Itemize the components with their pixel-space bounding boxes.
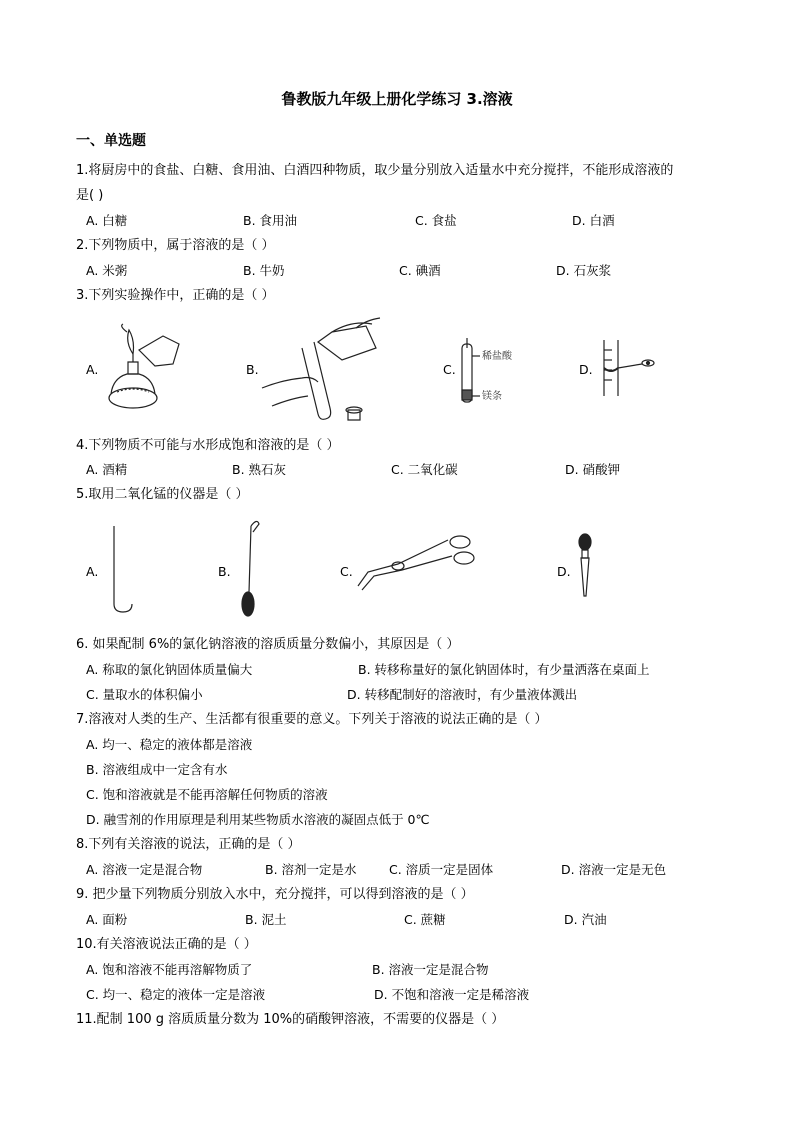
q6-option-c: C. 量取水的体积偏小 [86,687,203,702]
q6-option-b: B. 转移称量好的氯化钠固体时，有少量洒落在桌面上 [358,662,650,677]
q2-option-a: A. 米粥 [86,263,128,278]
crucible-tongs-icon [358,534,474,594]
medicine-spoon-icon [237,518,263,618]
q1-stem-line2: 是( ) [76,188,104,203]
q11-stem: 11.配制 100 g 溶质质量分数为 10%的硝酸钾溶液，不需要的仪器是（ ） [76,1012,505,1027]
q2-stem: 2.下列物质中，属于溶液的是（ ） [76,238,275,253]
section-heading: 一、单选题 [76,133,146,149]
q7-stem: 7.溶液对人类的生产、生活都有很重要的意义。下列关于溶液的说法正确的是（ ） [76,712,548,727]
q6-option-d: D. 转移配制好的溶液时，有少量液体溅出 [347,687,578,702]
alcohol-lamp-figure [103,326,183,412]
q1-option-b: B. 食用油 [243,213,298,228]
q3-label-b: B. [246,362,259,377]
q8-stem: 8.下列有关溶液的说法，正确的是（ ） [76,837,301,852]
q9-option-b: B. 泥土 [245,912,287,927]
q4-option-c: C. 二氧化碳 [391,462,458,477]
q7-option-d: D. 融雪剂的作用原理是利用某些物质水溶液的凝固点低于 0℃ [86,812,430,827]
q6-stem: 6. 如果配制 6%的氯化钠溶液的溶质质量分数偏小，其原因是（ ） [76,637,460,652]
q5-label-a: A. [86,564,99,579]
q4-option-d: D. 硝酸钾 [565,462,621,477]
q8-option-d: D. 溶液一定是无色 [561,862,667,877]
q3-fig-c-mg-label: 镁条 [482,391,502,402]
q9-option-a: A. 面粉 [86,912,128,927]
q10-option-a: A. 饱和溶液不能再溶解物质了 [86,962,253,977]
q8-option-c: C. 溶质一定是固体 [389,862,494,877]
q3-stem: 3.下列实验操作中，正确的是（ ） [76,288,275,303]
q9-option-d: D. 汽油 [564,912,607,927]
q1-option-c: C. 食盐 [415,213,457,228]
q3-label-a: A. [86,362,99,377]
q10-option-c: C. 均一、稳定的液体一定是溶液 [86,987,266,1002]
q5-label-d: D. [557,564,571,579]
test-tube-icon [110,526,140,614]
q5-label-c: C. [340,564,353,579]
q7-option-c: C. 饱和溶液就是不能再溶解任何物质的溶液 [86,787,328,802]
q3-label-d: D. [579,362,593,377]
q9-stem: 9. 把少量下列物质分别放入水中，充分搅拌，可以得到溶液的是（ ） [76,887,474,902]
dropper-icon [573,532,597,602]
q9-option-c: C. 蔗糖 [404,912,446,927]
q10-stem: 10.有关溶液说法正确的是（ ） [76,937,257,952]
q10-option-d: D. 不饱和溶液一定是稀溶液 [374,987,530,1002]
cylinder-reading-figure [600,340,660,400]
q4-option-b: B. 熟石灰 [232,462,287,477]
q6-option-a: A. 称取的氯化钠固体质量偏大 [86,662,253,677]
q4-stem: 4.下列物质不可能与水形成饱和溶液的是（ ） [76,438,340,453]
q7-option-b: B. 溶液组成中一定含有水 [86,762,228,777]
q5-stem: 5.取用二氧化锰的仪器是（ ） [76,487,249,502]
q10-option-b: B. 溶液一定是混合物 [372,962,489,977]
q1-option-a: A. 白糖 [86,213,128,228]
q2-option-c: C. 碘酒 [399,263,441,278]
pouring-liquid-figure [262,318,387,424]
page-title: 鲁教版九年级上册化学练习 3.溶液 [281,90,513,108]
q8-option-b: B. 溶剂一定是水 [265,862,357,877]
q1-stem-line1: 1.将厨房中的食盐、白糖、食用油、白酒四种物质，取少量分别放入适量水中充分搅拌，不能形成溶液的 [76,163,674,178]
q3-label-c: C. [443,362,456,377]
q7-option-a: A. 均一、稳定的液体都是溶液 [86,737,253,752]
q5-label-b: B. [218,564,231,579]
q3-fig-c-acid-label: 稀盐酸 [482,351,512,362]
q2-option-b: B. 牛奶 [243,263,285,278]
q8-option-a: A. 溶液一定是混合物 [86,862,203,877]
q2-option-d: D. 石灰浆 [556,263,612,278]
q4-option-a: A. 酒精 [86,462,128,477]
q1-option-d: D. 白酒 [572,213,615,228]
